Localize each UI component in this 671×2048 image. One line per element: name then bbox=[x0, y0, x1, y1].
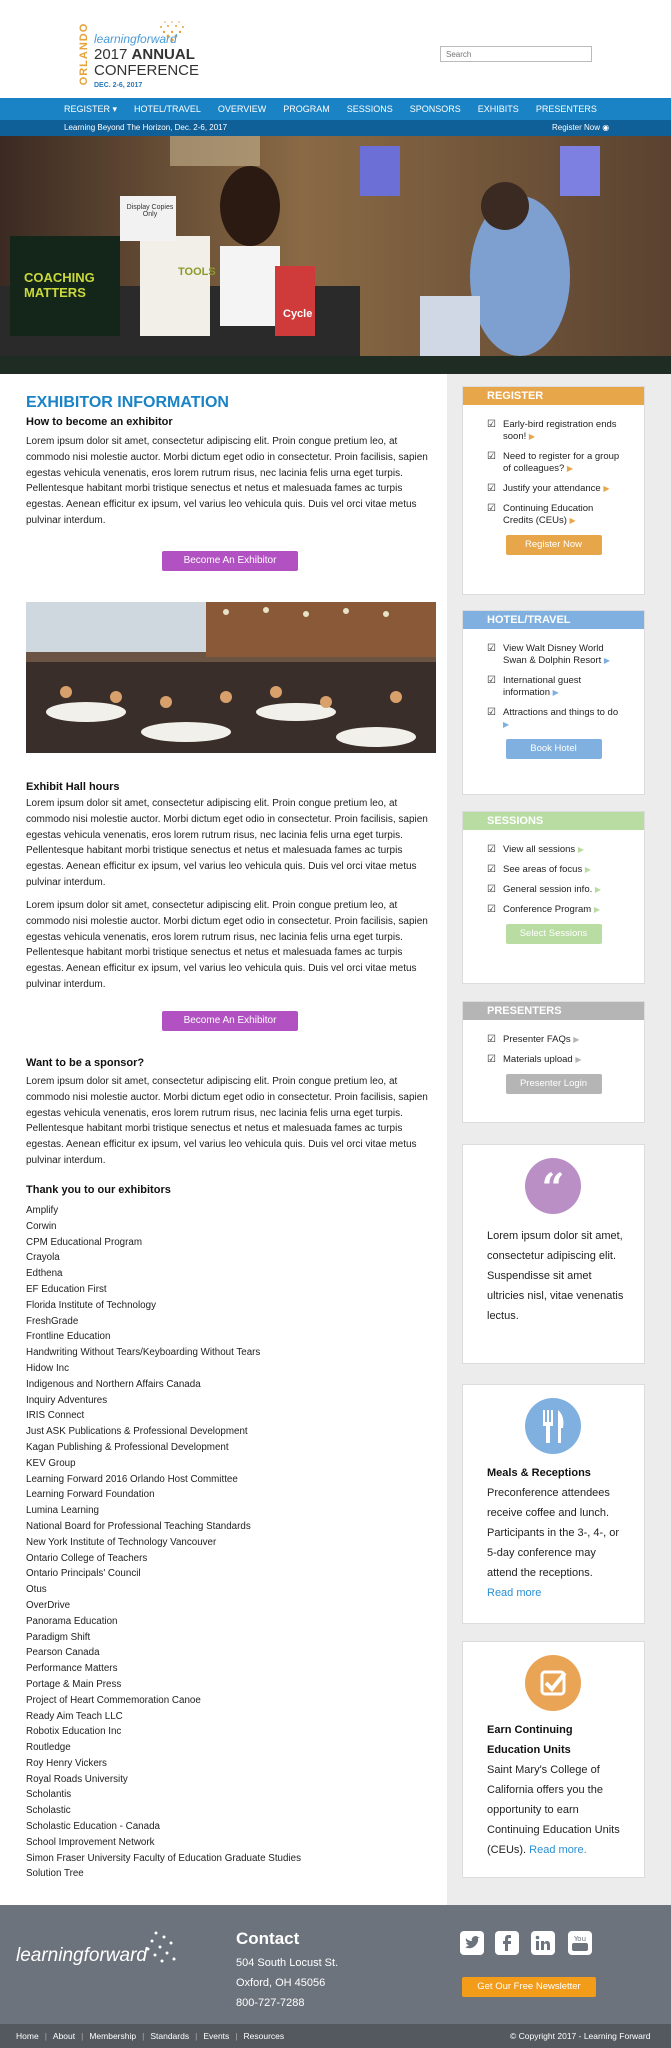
exhibitor-item: Ontario Principals' Council bbox=[26, 1568, 141, 1580]
exhibitor-item: Corwin bbox=[26, 1220, 57, 1232]
register-item[interactable]: ☑ Continuing Education Credits (CEUs) ▶ bbox=[487, 503, 594, 526]
exhibitor-item: IRIS Connect bbox=[26, 1410, 85, 1422]
contact-title: Contact bbox=[236, 1929, 300, 1948]
meals-title: Meals & Receptions bbox=[487, 1467, 591, 1479]
quote-card bbox=[462, 1144, 645, 1364]
exhibitor-item: Scholantis bbox=[26, 1789, 72, 1801]
exhibitor-item: Scholastic Education - Canada bbox=[26, 1821, 160, 1833]
nav-item-sponsors[interactable]: SPONSORS bbox=[409, 104, 461, 114]
main-nav bbox=[0, 98, 671, 120]
address-line-2: Oxford, OH 45056 bbox=[236, 1977, 326, 1989]
nav-item-overview[interactable]: OVERVIEW bbox=[217, 104, 267, 114]
exhibitor-item: Performance Matters bbox=[26, 1663, 118, 1675]
footer-link-resources[interactable]: Resources bbox=[243, 2031, 285, 2041]
nav-item-program[interactable]: PROGRAM bbox=[283, 104, 330, 114]
checkmark-icon: ☑ bbox=[487, 844, 496, 855]
checkmark-icon: ☑ bbox=[487, 864, 496, 875]
nav-item-exhibits[interactable]: EXHIBITS bbox=[477, 104, 519, 114]
separator: | bbox=[81, 2031, 84, 2041]
hotel-item[interactable]: ☑ View Walt Disney World Swan & Dolphin Resort ▶ bbox=[487, 643, 611, 666]
checkmark-icon: ☑ bbox=[487, 707, 496, 718]
paragraph-sponsor: Lorem ipsum dolor sit amet, consectetur adipiscing elit. Proin congue pretium leo, at commodo nisi molestie auctor. Morbi dictum eget odio in consectetur. Proin facilisis, sapien egestas vehicula venenatis, eros lorem rutrum risus, nec lacinia felis urna eget turpis. Pellentesque habitant morbi tristique senectus et netus et malesuada fames ac turpis egestas. Aenean efficitur ex ipsum, vel varius leo vehicula quis. Duis vel orci vitae metus pulvinar interdum. bbox=[26, 1076, 428, 1166]
checkmark-icon: ☑ bbox=[487, 503, 496, 514]
checkmark-icon: ☑ bbox=[487, 419, 496, 430]
heading-become-exhibitor: How to become an exhibitor bbox=[26, 416, 173, 428]
presenters-card bbox=[462, 1001, 645, 1123]
exhibitor-item: CPM Educational Program bbox=[26, 1236, 142, 1248]
arrow-icon: ▶ bbox=[552, 688, 559, 697]
heading-sponsor: Want to be a sponsor? bbox=[26, 1057, 145, 1069]
exhibitor-item: Royal Roads University bbox=[26, 1773, 128, 1785]
presenters-item[interactable]: ☑ Materials upload ▶ bbox=[487, 1054, 582, 1065]
footer-link-membership[interactable]: Membership bbox=[89, 2031, 137, 2041]
tagline: Learning Beyond The Horizon, Dec. 2-6, 2017 bbox=[64, 123, 228, 132]
paragraph-hours-2: Lorem ipsum dolor sit amet, consectetur adipiscing elit. Proin congue pretium leo, at commodo nisi molestie auctor. Morbi dictum eget odio in consectetur. Proin facilisis, sapien egestas vehicula venenatis, eros lorem rutrum risus, nec lacinia felis urna eget turpis. Pellentesque habitant morbi tristique senectus et netus et malesuada fames ac turpis egestas. Aenean efficitur ex ipsum, vel varius leo vehicula quis. Duis vel orci vitae metus pulvinar interdum. bbox=[26, 900, 428, 990]
register-item[interactable]: ☑ Justify your attendance ▶ bbox=[487, 483, 610, 494]
exhibitor-item: Solution Tree bbox=[26, 1868, 84, 1880]
checkmark-icon: ☑ bbox=[487, 884, 496, 895]
meals-read-more-link[interactable]: Read more bbox=[487, 1587, 542, 1599]
book-cycle: Cycle bbox=[283, 308, 313, 320]
register-card-title: REGISTER bbox=[463, 387, 644, 405]
paragraph-hours-1: Lorem ipsum dolor sit amet, consectetur adipiscing elit. Proin congue pretium leo, at commodo nisi molestie auctor. Morbi dictum eget odio in consectetur. Proin facilisis, sapien egestas vehicula venenatis, eros lorem rutrum risus, nec lacinia felis urna eget turpis. Pellentesque habitant morbi tristique senectus et netus et malesuada fames ac turpis egestas. Aenean efficitur ex ipsum, vel varius leo vehicula quis. Duis vel orci vitae metus pulvinar interdum. bbox=[26, 798, 428, 888]
search-input[interactable] bbox=[440, 46, 592, 62]
ceu-text: Earn Continuing Education Units Saint Mary's College of California offers you the opportunity to earn Continuing Education Units (CEUs). Read more. bbox=[487, 1724, 620, 1856]
exhibitor-item: Edthena bbox=[26, 1268, 63, 1280]
exhibitor-item: Panorama Education bbox=[26, 1615, 118, 1627]
quote-icon bbox=[525, 1158, 581, 1214]
exhibitor-item: Robotix Education Inc bbox=[26, 1726, 122, 1738]
become-exhibitor-button[interactable]: Become An Exhibitor bbox=[162, 551, 298, 571]
checkmark-icon: ☑ bbox=[487, 483, 496, 494]
register-now-link[interactable]: Register Now ◉ bbox=[552, 123, 610, 132]
arrow-icon: ▶ bbox=[528, 432, 536, 441]
arrow-icon: ▶ bbox=[584, 865, 592, 874]
presenters-item[interactable]: ☑ Presenter FAQs ▶ bbox=[487, 1034, 580, 1045]
exhibitor-item: Ontario College of Teachers bbox=[26, 1552, 148, 1564]
arrow-icon: ▶ bbox=[603, 484, 610, 493]
exhibitor-item: Routledge bbox=[26, 1742, 71, 1754]
checkbox-icon bbox=[525, 1655, 581, 1711]
conference-logo[interactable] bbox=[78, 20, 198, 92]
exhibitor-item: Lumina Learning bbox=[26, 1505, 99, 1517]
meals-text: Meals & Receptions Preconference attendees receive coffee and lunch. Participants in the 3-, 4-, or 5-day conference may attend the receptions. Read more bbox=[487, 1467, 620, 1599]
phone[interactable]: 800-727-7288 bbox=[236, 1997, 305, 2009]
ceu-read-more-link[interactable]: Read more. bbox=[529, 1844, 587, 1856]
site-footer bbox=[0, 1905, 671, 2024]
footer-brand: learningforward bbox=[16, 1945, 147, 1966]
exhibitor-item: Learning Forward 2016 Orlando Host Committee bbox=[26, 1473, 238, 1485]
book-tools: TOOLS bbox=[178, 266, 216, 278]
exhibitor-item: Otus bbox=[26, 1584, 47, 1596]
nav-item-sessions[interactable]: SESSIONS bbox=[346, 104, 393, 114]
facebook-icon[interactable] bbox=[495, 1931, 519, 1955]
nav-item-register[interactable]: REGISTER ▾ bbox=[64, 104, 118, 114]
checkmark-icon: ☑ bbox=[487, 675, 496, 686]
sub-bar bbox=[0, 120, 671, 136]
newsletter-button[interactable]: Get Our Free Newsletter bbox=[462, 1977, 596, 1997]
footer-link-about[interactable]: About bbox=[52, 2031, 76, 2041]
arrow-icon: ▶ bbox=[566, 464, 574, 473]
sessions-item[interactable]: ☑ Conference Program ▶ bbox=[487, 904, 600, 915]
exhibitor-item: Indigenous and Northern Affairs Canada bbox=[26, 1378, 201, 1390]
hotel-card bbox=[462, 610, 645, 795]
utensils-icon bbox=[525, 1398, 581, 1454]
footer-link-home[interactable]: Home bbox=[16, 2031, 39, 2041]
page-title: EXHIBITOR INFORMATION bbox=[26, 394, 229, 411]
ceu-title: Earn Continuing Education Units bbox=[487, 1724, 573, 1756]
exhibitor-item: Handwriting Without Tears/Keyboarding Without Tears bbox=[26, 1347, 261, 1359]
footer-links bbox=[16, 2024, 290, 2048]
exhibitor-item: EF Education First bbox=[26, 1283, 107, 1295]
hotel-card-title: HOTEL/TRAVEL bbox=[463, 611, 644, 629]
svg-text:“: “ bbox=[541, 1165, 565, 1212]
register-item[interactable]: ☑ Early-bird registration ends soon! ▶ bbox=[487, 419, 617, 442]
exhibitor-item: Scholastic bbox=[26, 1805, 71, 1817]
exhibitor-item: Hidow Inc bbox=[26, 1362, 70, 1374]
hotel-item[interactable]: ☑ Attractions and things to do ▶ bbox=[487, 707, 619, 729]
exhibitor-item: Paradigm Shift bbox=[26, 1631, 91, 1643]
exhibitor-item: KEV Group bbox=[26, 1457, 76, 1469]
exhibitor-item: Amplify bbox=[26, 1205, 59, 1216]
book-title: COACHING MATTERS bbox=[24, 270, 95, 300]
banquet-scene bbox=[26, 602, 436, 753]
heading-thanks: Thank you to our exhibitors bbox=[26, 1184, 171, 1196]
exhibitor-item: School Improvement Network bbox=[26, 1836, 155, 1848]
footer-logo[interactable] bbox=[16, 1925, 186, 1971]
footer-link-events[interactable]: Events bbox=[203, 2031, 230, 2041]
arrow-icon: ▶ bbox=[503, 720, 510, 729]
hero-image bbox=[0, 136, 671, 374]
arrow-icon: ▶ bbox=[594, 885, 602, 894]
presenters-card-title: PRESENTERS bbox=[463, 1002, 644, 1020]
youtube-icon[interactable] bbox=[568, 1931, 592, 1955]
heading-exhibit-hours: Exhibit Hall hours bbox=[26, 781, 120, 793]
nav-item-hotel[interactable]: HOTEL/TRAVEL bbox=[134, 104, 201, 114]
arrow-icon: ▶ bbox=[573, 1035, 580, 1044]
ceu-card bbox=[462, 1641, 645, 1878]
register-card bbox=[462, 386, 645, 595]
logo-dates: DEC. 2-6, 2017 bbox=[94, 82, 143, 89]
sessions-card bbox=[462, 811, 645, 984]
linkedin-icon[interactable] bbox=[531, 1931, 555, 1955]
nav-item-presenters[interactable]: PRESENTERS bbox=[535, 104, 597, 114]
meals-card bbox=[462, 1384, 645, 1624]
twitter-icon[interactable] bbox=[460, 1931, 484, 1955]
exhibitor-item: Learning Forward Foundation bbox=[26, 1489, 155, 1501]
checkmark-icon: ☑ bbox=[487, 643, 496, 654]
hero-photo bbox=[0, 136, 671, 374]
select-sessions-button[interactable]: Select Sessions bbox=[506, 924, 602, 944]
exhibitor-list bbox=[26, 1203, 301, 1882]
exhibitor-item: Frontline Education bbox=[26, 1331, 111, 1343]
become-exhibitor-button-2[interactable]: Become An Exhibitor bbox=[162, 1011, 298, 1031]
book-hotel-button[interactable]: Book Hotel bbox=[506, 739, 602, 759]
exhibitor-item: Simon Fraser University Faculty of Education Graduate Studies bbox=[26, 1852, 301, 1864]
address-line-1: 504 South Locust St. bbox=[236, 1957, 339, 1969]
separator: | bbox=[44, 2031, 47, 2041]
separator: | bbox=[195, 2031, 198, 2041]
presenter-login-button[interactable]: Presenter Login bbox=[506, 1074, 602, 1094]
sessions-item[interactable]: ☑ View all sessions ▶ bbox=[487, 844, 584, 855]
exhibitor-item: Roy Henry Vickers bbox=[26, 1757, 107, 1769]
arrow-icon: ▶ bbox=[603, 656, 611, 665]
exhibitor-item: Portage & Main Press bbox=[26, 1678, 122, 1690]
quote-text: Lorem ipsum dolor sit amet, consectetur adipiscing elit. Suspendisse sit amet ultricies nisl, vitae venenatis lectus. bbox=[487, 1230, 624, 1322]
exhibitor-item: Just ASK Publications & Professional Development bbox=[26, 1426, 248, 1438]
checkmark-icon: ☑ bbox=[487, 904, 496, 915]
display-sign: Display Copies Only bbox=[126, 204, 174, 218]
exhibitor-item: New York Institute of Technology Vancouver bbox=[26, 1536, 217, 1548]
footer-link-standards[interactable]: Standards bbox=[150, 2031, 190, 2041]
exhibitor-item: Ready Aim Teach LLC bbox=[26, 1710, 123, 1722]
register-item[interactable]: ☑ Need to register for a group of colleagues? ▶ bbox=[487, 451, 620, 474]
exhibitor-item: Inquiry Adventures bbox=[26, 1394, 108, 1406]
sessions-item[interactable]: ☑ See areas of focus ▶ bbox=[487, 864, 592, 875]
site-header bbox=[0, 0, 671, 98]
arrow-icon: ▶ bbox=[593, 905, 600, 914]
exhibitor-item: FreshGrade bbox=[26, 1315, 79, 1327]
sessions-card-title: SESSIONS bbox=[463, 812, 644, 830]
banquet-photo bbox=[26, 602, 436, 753]
exhibitor-item: OverDrive bbox=[26, 1599, 71, 1611]
exhibitor-item: Project of Heart Commemoration Canoe bbox=[26, 1694, 201, 1706]
logo-brand: learningforward bbox=[94, 32, 177, 46]
arrow-icon: ▶ bbox=[575, 1055, 582, 1064]
copyright: © Copyright 2017 - Learning Forward bbox=[510, 2031, 651, 2041]
hotel-item[interactable]: ☑ International guest information ▶ bbox=[487, 675, 582, 698]
arrow-icon: ▶ bbox=[577, 845, 584, 854]
separator: | bbox=[235, 2031, 238, 2041]
checkmark-icon: ☑ bbox=[487, 451, 496, 462]
checkmark-icon: ☑ bbox=[487, 1034, 496, 1045]
arrow-icon: ▶ bbox=[569, 516, 576, 525]
svg-text:You: You bbox=[573, 1935, 587, 1943]
exhibitor-item: National Board for Professional Teaching Standards bbox=[26, 1520, 251, 1532]
exhibitor-item: Crayola bbox=[26, 1252, 60, 1264]
separator: | bbox=[142, 2031, 145, 2041]
exhibitor-item: Florida Institute of Technology bbox=[26, 1299, 156, 1311]
logo-city: ORLANDO bbox=[78, 22, 90, 86]
logo-conference: CONFERENCE bbox=[94, 62, 200, 79]
logo-year: 2017 ANNUAL bbox=[94, 46, 195, 63]
sessions-item[interactable]: ☑ General session info. ▶ bbox=[487, 884, 602, 895]
exhibitor-item: Kagan Publishing & Professional Development bbox=[26, 1441, 229, 1453]
checkmark-icon: ☑ bbox=[487, 1054, 496, 1065]
bottom-bar bbox=[0, 2024, 671, 2048]
exhibitor-item: Pearson Canada bbox=[26, 1647, 100, 1659]
paragraph-become: Lorem ipsum dolor sit amet, consectetur adipiscing elit. Proin congue pretium leo, at commodo nisi molestie auctor. Morbi dictum eget odio in consectetur. Proin facilisis, sapien egestas vehicula venenatis, eros lorem rutrum risus, nec lacinia felis urna eget turpis. Pellentesque habitant morbi tristique senectus et netus et malesuada fames ac turpis egestas. Aenean efficitur ex ipsum, vel varius leo vehicula quis. Duis vel orci vitae metus pulvinar interdum. bbox=[26, 436, 428, 526]
register-now-button[interactable]: Register Now bbox=[506, 535, 602, 555]
